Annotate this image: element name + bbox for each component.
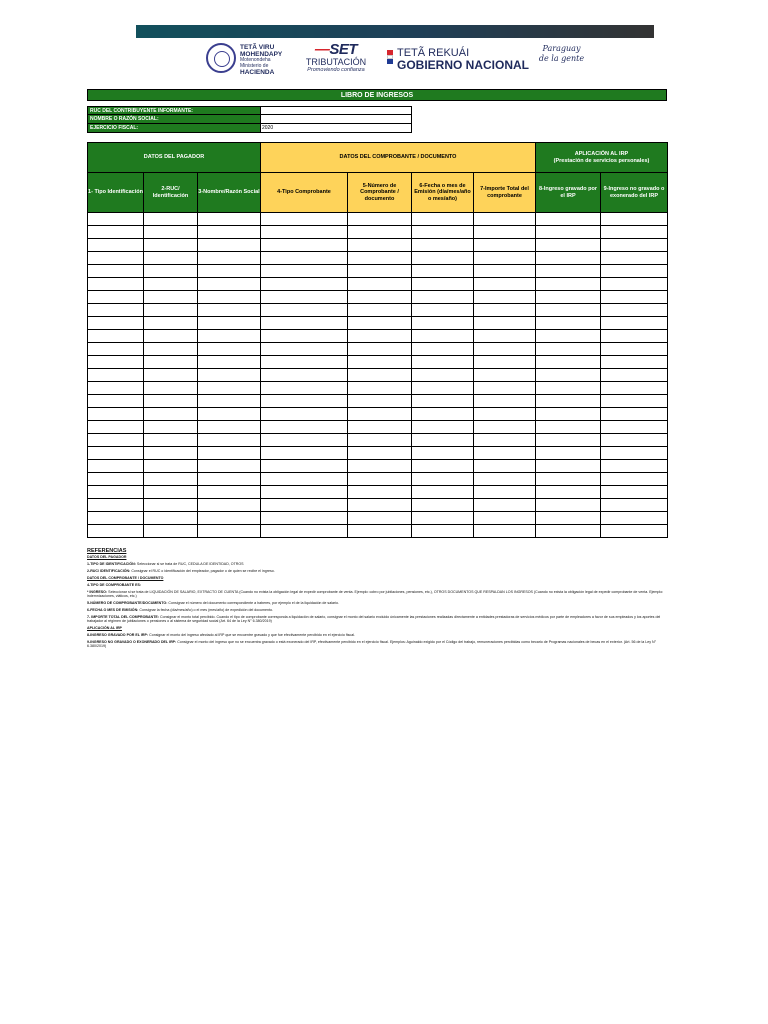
table-row — [88, 226, 668, 239]
table-cell[interactable] — [348, 460, 412, 473]
col-tipo-identificacion: 1- Tipo Identificación — [88, 173, 144, 213]
table-cell[interactable] — [412, 525, 474, 538]
table-cell[interactable] — [88, 278, 144, 291]
table-cell[interactable] — [144, 343, 198, 356]
table-cell[interactable] — [348, 356, 412, 369]
table-cell[interactable] — [536, 512, 601, 525]
table-row — [88, 356, 668, 369]
table-cell[interactable] — [261, 356, 348, 369]
table-cell[interactable] — [348, 512, 412, 525]
table-cell[interactable] — [348, 395, 412, 408]
table-cell[interactable] — [601, 512, 668, 525]
table-cell[interactable] — [198, 291, 261, 304]
table-row — [88, 499, 668, 512]
table-cell[interactable] — [536, 252, 601, 265]
col-numero-comprobante: 5-Número de Comprobante / documento — [348, 173, 412, 213]
table-cell[interactable] — [198, 356, 261, 369]
table-cell[interactable] — [601, 330, 668, 343]
table-row — [88, 369, 668, 382]
table-cell[interactable] — [198, 447, 261, 460]
table-cell[interactable] — [412, 278, 474, 291]
table-cell[interactable] — [536, 486, 601, 499]
paraguay-de-la-gente-logo: Paraguay de la gente — [538, 44, 585, 63]
table-cell[interactable] — [261, 226, 348, 239]
table-cell[interactable] — [536, 369, 601, 382]
table-cell[interactable] — [261, 408, 348, 421]
table-cell[interactable] — [474, 447, 536, 460]
table-cell[interactable] — [412, 239, 474, 252]
ref-item-8: 8-INGRESO GRAVADO POR EL IRP: Consignar el monto del ingreso afectado al IRP que se encuentre gravado y que fue efectivamente percibido en el ejercicio fiscal. — [87, 632, 356, 637]
logos-strip — [136, 38, 654, 82]
table-cell[interactable] — [198, 408, 261, 421]
table-cell[interactable] — [144, 486, 198, 499]
table-cell[interactable] — [474, 382, 536, 395]
table-cell[interactable] — [474, 356, 536, 369]
table-cell[interactable] — [88, 395, 144, 408]
ref-item-5: 5-NÚMERO DE COMPROBANTE/DOCUMENTO: Consignar el número del documento correspondiente a haberes, por ejemplo el de la liquidación de salario. — [87, 600, 340, 605]
table-cell[interactable] — [88, 239, 144, 252]
table-cell[interactable] — [412, 434, 474, 447]
table-cell[interactable] — [536, 330, 601, 343]
table-cell[interactable] — [601, 317, 668, 330]
table-row — [88, 213, 668, 226]
table-row — [88, 252, 668, 265]
ref-item-7: 7- IMPORTE TOTAL DEL COMPROBANTE: Consignar el monto total percibido. Cuando el tipo de comprobante corresponda a liquidación de salario, consignar el monto del salario excluido únicamente las prestaciones realizadas directamente a entidades prestadoras de servicios médicos por parte de empleadores a favor de sus empleados y los aportes del trabajador al régimen de jubilaciones o pensiones o al sistema de seguridad social (Art. 64 de la Ley N° 6.380/2019) — [87, 614, 661, 624]
table-cell[interactable] — [412, 226, 474, 239]
table-cell[interactable] — [198, 382, 261, 395]
table-cell[interactable] — [348, 408, 412, 421]
table-cell[interactable] — [144, 317, 198, 330]
table-cell[interactable] — [536, 421, 601, 434]
table-cell[interactable] — [412, 486, 474, 499]
table-row — [88, 447, 668, 460]
table-cell[interactable] — [198, 473, 261, 486]
table-cell[interactable] — [536, 434, 601, 447]
table-cell[interactable] — [348, 421, 412, 434]
paraguay-flag-icon — [387, 50, 393, 64]
info-row-ruc: RUC DEL CONTRIBUYENTE INFORMANTE: — [87, 106, 412, 115]
table-cell[interactable] — [261, 421, 348, 434]
table-cell[interactable] — [412, 252, 474, 265]
table-cell[interactable] — [261, 473, 348, 486]
table-cell[interactable] — [536, 408, 601, 421]
table-cell[interactable] — [412, 382, 474, 395]
table-cell[interactable] — [88, 304, 144, 317]
table-cell[interactable] — [601, 213, 668, 226]
table-cell[interactable] — [412, 460, 474, 473]
table-row — [88, 382, 668, 395]
table-cell[interactable] — [348, 525, 412, 538]
table-cell[interactable] — [474, 330, 536, 343]
table-cell[interactable] — [348, 278, 412, 291]
group-aplicacion-irp: APLICACIÓN AL IRP (Prestación de servicios personales) — [536, 143, 668, 173]
table-cell[interactable] — [412, 265, 474, 278]
table-cell[interactable] — [261, 525, 348, 538]
table-cell[interactable] — [88, 460, 144, 473]
table-cell[interactable] — [261, 499, 348, 512]
table-cell[interactable] — [144, 291, 198, 304]
ref-item-4: * INGRESO: Seleccionar si se trata de LIQUIDACIÓN DE SALARIO, EXTRACTO DE CUENTA (Cuando no exista la obligación legal de expedir comprobante de venta. Ejemplo: cobro por jubilaciones, pensiones, etc.), OTROS DOCUMENTOS QUE RESPALDAN LOS INGRESOS (Cuando no exista la obligación legal de expedir comprobante de venta. Ejemplo: indemnizaciones, viáticos, etc.) — [87, 589, 664, 598]
table-cell[interactable] — [261, 291, 348, 304]
table-cell[interactable] — [88, 512, 144, 525]
table-cell[interactable] — [198, 317, 261, 330]
table-cell[interactable] — [412, 473, 474, 486]
references-section — [87, 548, 667, 651]
table-cell[interactable] — [144, 512, 198, 525]
references-title: REFERENCIAS — [87, 548, 127, 554]
table-cell[interactable] — [412, 317, 474, 330]
table-cell[interactable] — [601, 382, 668, 395]
table-cell[interactable] — [144, 473, 198, 486]
table-cell[interactable] — [88, 265, 144, 278]
table-cell[interactable] — [536, 304, 601, 317]
group-datos-pagador: DATOS DEL PAGADOR — [88, 143, 261, 173]
table-cell[interactable] — [88, 408, 144, 421]
table-cell[interactable] — [144, 395, 198, 408]
table-cell[interactable] — [198, 369, 261, 382]
table-cell[interactable] — [198, 226, 261, 239]
table-cell[interactable] — [536, 395, 601, 408]
table-cell[interactable] — [536, 447, 601, 460]
table-cell[interactable] — [348, 252, 412, 265]
table-cell[interactable] — [261, 265, 348, 278]
banner-top-bar — [136, 25, 654, 38]
table-cell[interactable] — [474, 369, 536, 382]
table-cell[interactable] — [261, 252, 348, 265]
table-cell[interactable] — [88, 486, 144, 499]
table-cell[interactable] — [144, 434, 198, 447]
table-cell[interactable] — [474, 317, 536, 330]
table-cell[interactable] — [348, 382, 412, 395]
table-cell[interactable] — [601, 343, 668, 356]
table-cell[interactable] — [88, 421, 144, 434]
table-cell[interactable] — [601, 239, 668, 252]
table-cell[interactable] — [412, 291, 474, 304]
table-cell[interactable] — [536, 382, 601, 395]
table-cell[interactable] — [261, 239, 348, 252]
table-cell[interactable] — [144, 460, 198, 473]
table-cell[interactable] — [348, 330, 412, 343]
table-cell[interactable] — [261, 278, 348, 291]
table-row — [88, 304, 668, 317]
table-cell[interactable] — [601, 460, 668, 473]
table-cell[interactable] — [601, 421, 668, 434]
table-cell[interactable] — [261, 486, 348, 499]
table-cell[interactable] — [88, 356, 144, 369]
table-row — [88, 434, 668, 447]
table-cell[interactable] — [88, 525, 144, 538]
hacienda-seal-icon — [206, 43, 236, 73]
table-cell[interactable] — [348, 473, 412, 486]
table-cell[interactable] — [601, 499, 668, 512]
ref-section-pagador: DATOS DEL PAGADOR — [87, 555, 127, 559]
col-fecha-emision: 6-Fecha o mes de Emisión (día/mes/año o mes/año) — [412, 173, 474, 213]
table-cell[interactable] — [412, 421, 474, 434]
table-row — [88, 486, 668, 499]
table-cell[interactable] — [601, 447, 668, 460]
table-cell[interactable] — [474, 395, 536, 408]
table-row — [88, 473, 668, 486]
table-cell[interactable] — [348, 343, 412, 356]
table-cell[interactable] — [198, 460, 261, 473]
table-cell[interactable] — [88, 317, 144, 330]
table-cell[interactable] — [412, 447, 474, 460]
table-cell[interactable] — [261, 460, 348, 473]
table-cell[interactable] — [474, 278, 536, 291]
ref-item-1: 1-TIPO DE IDENTIFICACIÓN: Seleccionar si se trata de RUC, CEDULA DE IDENTIDAD, OTROS — [87, 561, 244, 566]
table-cell[interactable] — [536, 473, 601, 486]
table-cell[interactable] — [144, 265, 198, 278]
table-cell[interactable] — [261, 213, 348, 226]
fiscal-year-field[interactable]: 2020 — [262, 125, 274, 131]
table-cell[interactable] — [601, 304, 668, 317]
table-row — [88, 408, 668, 421]
table-cell[interactable] — [88, 226, 144, 239]
table-row — [88, 239, 668, 252]
table-cell[interactable] — [144, 304, 198, 317]
col-ingreso-no-gravado: 9-Ingreso no gravado o exonerado del IRP — [601, 173, 668, 213]
table-cell[interactable] — [348, 369, 412, 382]
table-cell[interactable] — [348, 291, 412, 304]
table-cell[interactable] — [348, 447, 412, 460]
col-ruc-identificacion: 2-RUC/ Identificación — [144, 173, 198, 213]
table-row — [88, 421, 668, 434]
table-cell[interactable] — [198, 395, 261, 408]
table-row — [88, 512, 668, 525]
table-row — [88, 317, 668, 330]
table-cell[interactable] — [601, 226, 668, 239]
table-cell[interactable] — [144, 252, 198, 265]
table-cell[interactable] — [261, 330, 348, 343]
table-cell[interactable] — [198, 252, 261, 265]
table-cell[interactable] — [144, 356, 198, 369]
table-cell[interactable] — [88, 369, 144, 382]
table-cell[interactable] — [198, 512, 261, 525]
table-cell[interactable] — [348, 265, 412, 278]
table-cell[interactable] — [348, 239, 412, 252]
table-cell[interactable] — [536, 460, 601, 473]
table-cell[interactable] — [88, 252, 144, 265]
table-cell[interactable] — [412, 343, 474, 356]
col-nombre-razon-social: 3-Nombre/Razón Social — [198, 173, 261, 213]
table-cell[interactable] — [144, 447, 198, 460]
table-cell[interactable] — [88, 473, 144, 486]
group-datos-comprobante: DATOS DEL COMPROBANTE / DOCUMENTO — [261, 143, 536, 173]
table-cell[interactable] — [144, 213, 198, 226]
table-cell[interactable] — [198, 239, 261, 252]
table-cell[interactable] — [474, 434, 536, 447]
table-cell[interactable] — [198, 525, 261, 538]
table-cell[interactable] — [348, 304, 412, 317]
table-cell[interactable] — [88, 434, 144, 447]
table-cell[interactable] — [144, 382, 198, 395]
table-cell[interactable] — [601, 395, 668, 408]
table-cell[interactable] — [198, 343, 261, 356]
gobierno-nacional-logo: TETÃ REKUÁI GOBIERNO NACIONAL — [397, 47, 529, 72]
table-row — [88, 278, 668, 291]
name-field[interactable] — [261, 115, 411, 123]
table-cell[interactable] — [198, 499, 261, 512]
table-cell[interactable] — [601, 408, 668, 421]
table-row — [88, 291, 668, 304]
table-cell[interactable] — [348, 226, 412, 239]
table-cell[interactable] — [536, 525, 601, 538]
table-cell[interactable] — [412, 408, 474, 421]
ref-item-6: 6-FECHA O MES DE EMISIÓN: Consignar la fecha (día/mes/año) o el mes (mes/año) de expedición del documento. — [87, 607, 274, 612]
table-cell[interactable] — [474, 512, 536, 525]
table-row — [88, 395, 668, 408]
table-cell[interactable] — [198, 421, 261, 434]
info-row-year: EJERCICIO FISCAL: 2020 — [87, 124, 412, 133]
table-cell[interactable] — [88, 291, 144, 304]
table-cell[interactable] — [261, 304, 348, 317]
table-cell[interactable] — [144, 421, 198, 434]
table-cell[interactable] — [474, 525, 536, 538]
page-title: LIBRO DE INGRESOS — [87, 89, 667, 101]
ref-item-2: 2-RUC/ IDENTIFICACIÓN: Consignar el RUC o identificación del empleador, pagador o de quien se recibe el ingreso. — [87, 568, 275, 573]
table-cell[interactable] — [144, 525, 198, 538]
table-cell[interactable] — [474, 460, 536, 473]
table-cell[interactable] — [536, 213, 601, 226]
col-importe-total: 7-Importe Total del comprobante — [474, 173, 536, 213]
table-cell[interactable] — [261, 512, 348, 525]
ingresos-table — [87, 142, 668, 538]
table-cell[interactable] — [261, 447, 348, 460]
ref-section-comprobante: DATOS DEL COMPROBANTE / DOCUMENTO — [87, 575, 164, 580]
table-cell[interactable] — [601, 265, 668, 278]
table-row — [88, 525, 668, 538]
table-row — [88, 265, 668, 278]
table-cell[interactable] — [601, 434, 668, 447]
table-cell[interactable] — [144, 278, 198, 291]
table-cell[interactable] — [88, 330, 144, 343]
ruc-field[interactable] — [261, 107, 411, 114]
table-cell[interactable] — [536, 226, 601, 239]
table-cell[interactable] — [474, 252, 536, 265]
table-cell[interactable] — [536, 499, 601, 512]
table-cell[interactable] — [88, 499, 144, 512]
table-cell[interactable] — [601, 291, 668, 304]
table-row — [88, 343, 668, 356]
table-cell[interactable] — [198, 265, 261, 278]
table-cell[interactable] — [348, 434, 412, 447]
table-cell[interactable] — [474, 213, 536, 226]
table-cell[interactable] — [261, 382, 348, 395]
table-cell[interactable] — [348, 486, 412, 499]
table-cell[interactable] — [144, 499, 198, 512]
table-cell[interactable] — [198, 304, 261, 317]
table-cell[interactable] — [536, 265, 601, 278]
table-cell[interactable] — [412, 369, 474, 382]
set-logo: —SET TRIBUTACIÓN Promoviendo confianza — [305, 41, 367, 73]
table-cell[interactable] — [536, 317, 601, 330]
table-cell[interactable] — [536, 239, 601, 252]
table-cell[interactable] — [144, 330, 198, 343]
col-ingreso-gravado: 8-Ingreso gravado por el IRP — [536, 173, 601, 213]
header-banner — [136, 25, 654, 82]
table-cell[interactable] — [536, 291, 601, 304]
table-cell[interactable] — [412, 395, 474, 408]
table-cell[interactable] — [198, 486, 261, 499]
table-cell[interactable] — [536, 356, 601, 369]
table-cell[interactable] — [198, 330, 261, 343]
table-cell[interactable] — [601, 473, 668, 486]
table-cell[interactable] — [261, 434, 348, 447]
table-cell[interactable] — [474, 473, 536, 486]
table-cell[interactable] — [536, 343, 601, 356]
table-cell[interactable] — [88, 213, 144, 226]
col-tipo-comprobante: 4-Tipo Comprobante — [261, 173, 348, 213]
table-cell[interactable] — [348, 317, 412, 330]
table-cell[interactable] — [474, 304, 536, 317]
table-cell[interactable] — [474, 291, 536, 304]
table-cell[interactable] — [601, 525, 668, 538]
table-cell[interactable] — [474, 343, 536, 356]
table-cell[interactable] — [88, 382, 144, 395]
table-cell[interactable] — [261, 343, 348, 356]
ref-item-9: 9-INGRESO NO GRAVADO O EXONERADO DEL IRP: Consignar el monto del ingreso que no se encuentra gravado o está exonerado del IRP, efectivamente percibido en el ejercicio fiscal. Ejemplos: Aguinaldo exigido por el Código del trabajo, remuneraciones percibidas como becario de Programas nacionales de becas en el exterior. (Art. 56 de la Ley N° 6.380/2019) — [87, 639, 657, 649]
table-cell[interactable] — [348, 213, 412, 226]
table-cell[interactable] — [88, 343, 144, 356]
table-cell[interactable] — [474, 499, 536, 512]
table-cell[interactable] — [348, 499, 412, 512]
table-cell[interactable] — [198, 213, 261, 226]
table-cell[interactable] — [601, 369, 668, 382]
table-cell[interactable] — [144, 226, 198, 239]
table-cell[interactable] — [198, 278, 261, 291]
table-cell[interactable] — [474, 239, 536, 252]
table-cell[interactable] — [601, 356, 668, 369]
table-cell[interactable] — [474, 226, 536, 239]
ref-section-irp: APLICACIÓN AL IRP — [87, 625, 122, 630]
info-row-name: NOMBRE O RAZÓN SOCIAL: — [87, 115, 412, 124]
table-cell[interactable] — [261, 317, 348, 330]
table-cell[interactable] — [144, 239, 198, 252]
table-cell[interactable] — [261, 395, 348, 408]
table-cell[interactable] — [601, 486, 668, 499]
table-cell[interactable] — [412, 512, 474, 525]
table-cell[interactable] — [412, 304, 474, 317]
table-cell[interactable] — [474, 421, 536, 434]
table-cell[interactable] — [412, 499, 474, 512]
table-cell[interactable] — [474, 408, 536, 421]
table-cell[interactable] — [601, 278, 668, 291]
table-cell[interactable] — [88, 447, 144, 460]
table-cell[interactable] — [601, 252, 668, 265]
ref-item-4-head: 4-TIPO DE COMPROBANTE ES: — [87, 582, 142, 587]
table-cell[interactable] — [412, 213, 474, 226]
table-cell[interactable] — [536, 278, 601, 291]
table-cell[interactable] — [474, 265, 536, 278]
table-cell[interactable] — [198, 434, 261, 447]
table-cell[interactable] — [144, 369, 198, 382]
table-cell[interactable] — [261, 369, 348, 382]
hacienda-logo-text: TETÃ VIRU MOHENDAPY Motenondeha Ministerio de HACIENDA — [240, 44, 283, 77]
table-row — [88, 460, 668, 473]
table-row — [88, 330, 668, 343]
table-cell[interactable] — [474, 486, 536, 499]
table-cell[interactable] — [144, 408, 198, 421]
table-cell[interactable] — [412, 330, 474, 343]
table-cell[interactable] — [412, 356, 474, 369]
